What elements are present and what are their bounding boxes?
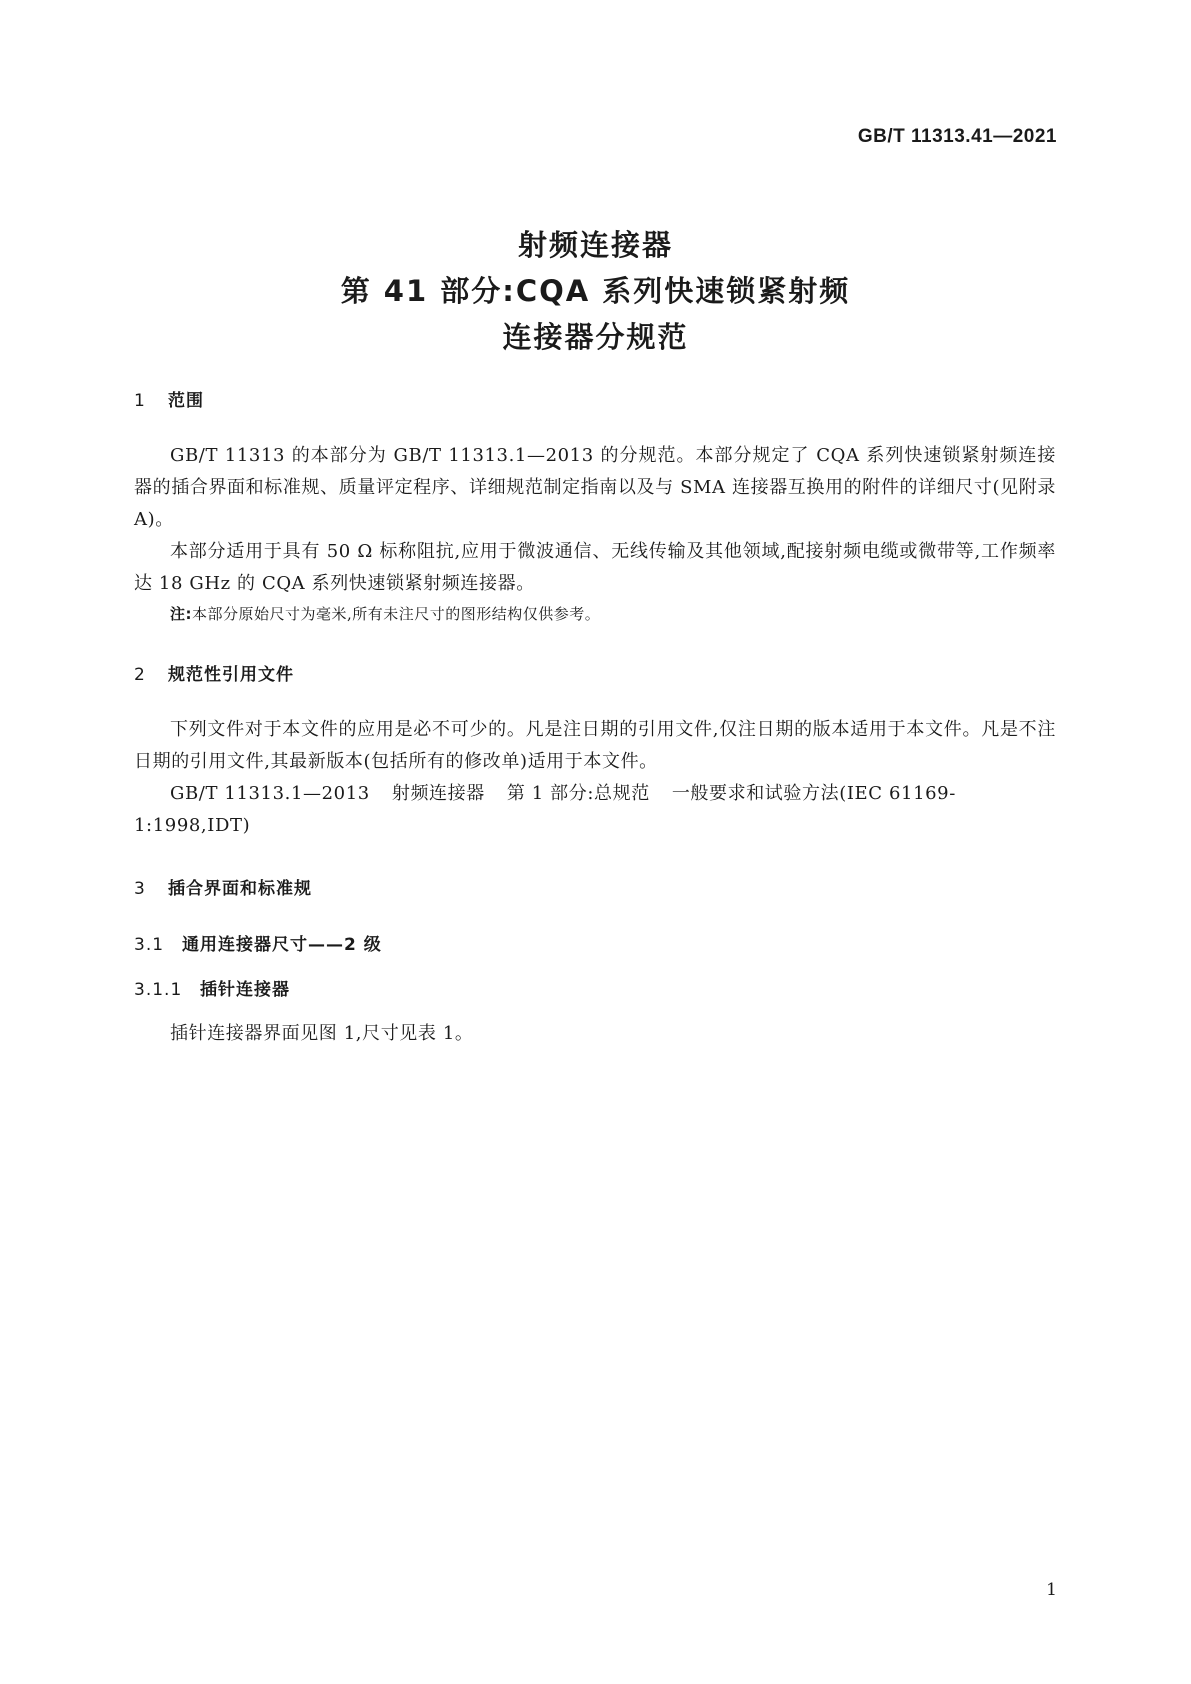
section-2-paragraph-1: 下列文件对于本文件的应用是必不可少的。凡是注日期的引用文件,仅注日期的版本适用于本文件。凡是不注日期的引用文件,其最新版本(包括所有的修改单)适用于本文件。 [134, 719, 1056, 772]
section-3-heading [134, 874, 312, 899]
section-number: 3 [134, 879, 146, 899]
section-title: 范围 [168, 391, 204, 411]
subsection-3-1-1-heading [134, 975, 290, 1000]
section-number: 2 [134, 665, 146, 685]
section-title: 规范性引用文件 [168, 665, 294, 685]
section-1-note [170, 603, 600, 624]
subsection-title: 通用连接器尺寸——2 级 [182, 935, 382, 955]
subsection-title: 插针连接器 [200, 980, 290, 1000]
title-line-2: 第 41 部分:CQA 系列快速锁紧射频 [340, 274, 851, 308]
reference-title-part-b: 第 1 部分:总规范 [506, 783, 650, 804]
title-line-3: 连接器分规范 [502, 320, 689, 354]
standard-number: GB/T 11313.41—2021 [857, 126, 1057, 147]
section-title: 插合界面和标准规 [168, 879, 312, 899]
section-1-heading [134, 386, 204, 411]
subsection-3-1-1-paragraph: 插针连接器界面见图 1,尺寸见表 1。 [170, 1023, 474, 1044]
reference-title-part-a: 射频连接器 [391, 783, 485, 804]
page-number: 1 [1046, 1580, 1057, 1600]
reference-title-part-c: 一般要求和试验方法(IEC 61169-1:1998,IDT) [134, 783, 956, 836]
note-label: 注: [170, 605, 192, 623]
note-text: 本部分原始尺寸为毫米,所有未注尺寸的图形结构仅供参考。 [192, 605, 601, 623]
reference-code: GB/T 11313.1—2013 [170, 783, 370, 804]
title-line-1: 射频连接器 [517, 228, 673, 262]
normative-reference [134, 778, 1056, 842]
document-title [0, 222, 1191, 360]
section-1-paragraph-2: 本部分适用于具有 50 Ω 标称阻抗,应用于微波通信、无线传输及其他领域,配接射频电缆或微带等,工作频率达 18 GHz 的 CQA 系列快速锁紧射频连接器。 [134, 541, 1056, 594]
section-2-heading [134, 660, 294, 685]
subsection-3-1-heading [134, 930, 382, 955]
subsection-number: 3.1.1 [134, 980, 183, 1000]
section-1-paragraph-1: GB/T 11313 的本部分为 GB/T 11313.1—2013 的分规范。本部分规定了 CQA 系列快速锁紧射频连接器的插合界面和标准规、质量评定程序、详细规范制定指南以及与 SMA 连接器互换用的附件的详细尺寸(见附录 A)。 [134, 445, 1056, 530]
section-number: 1 [134, 391, 146, 411]
subsection-number: 3.1 [134, 935, 165, 955]
